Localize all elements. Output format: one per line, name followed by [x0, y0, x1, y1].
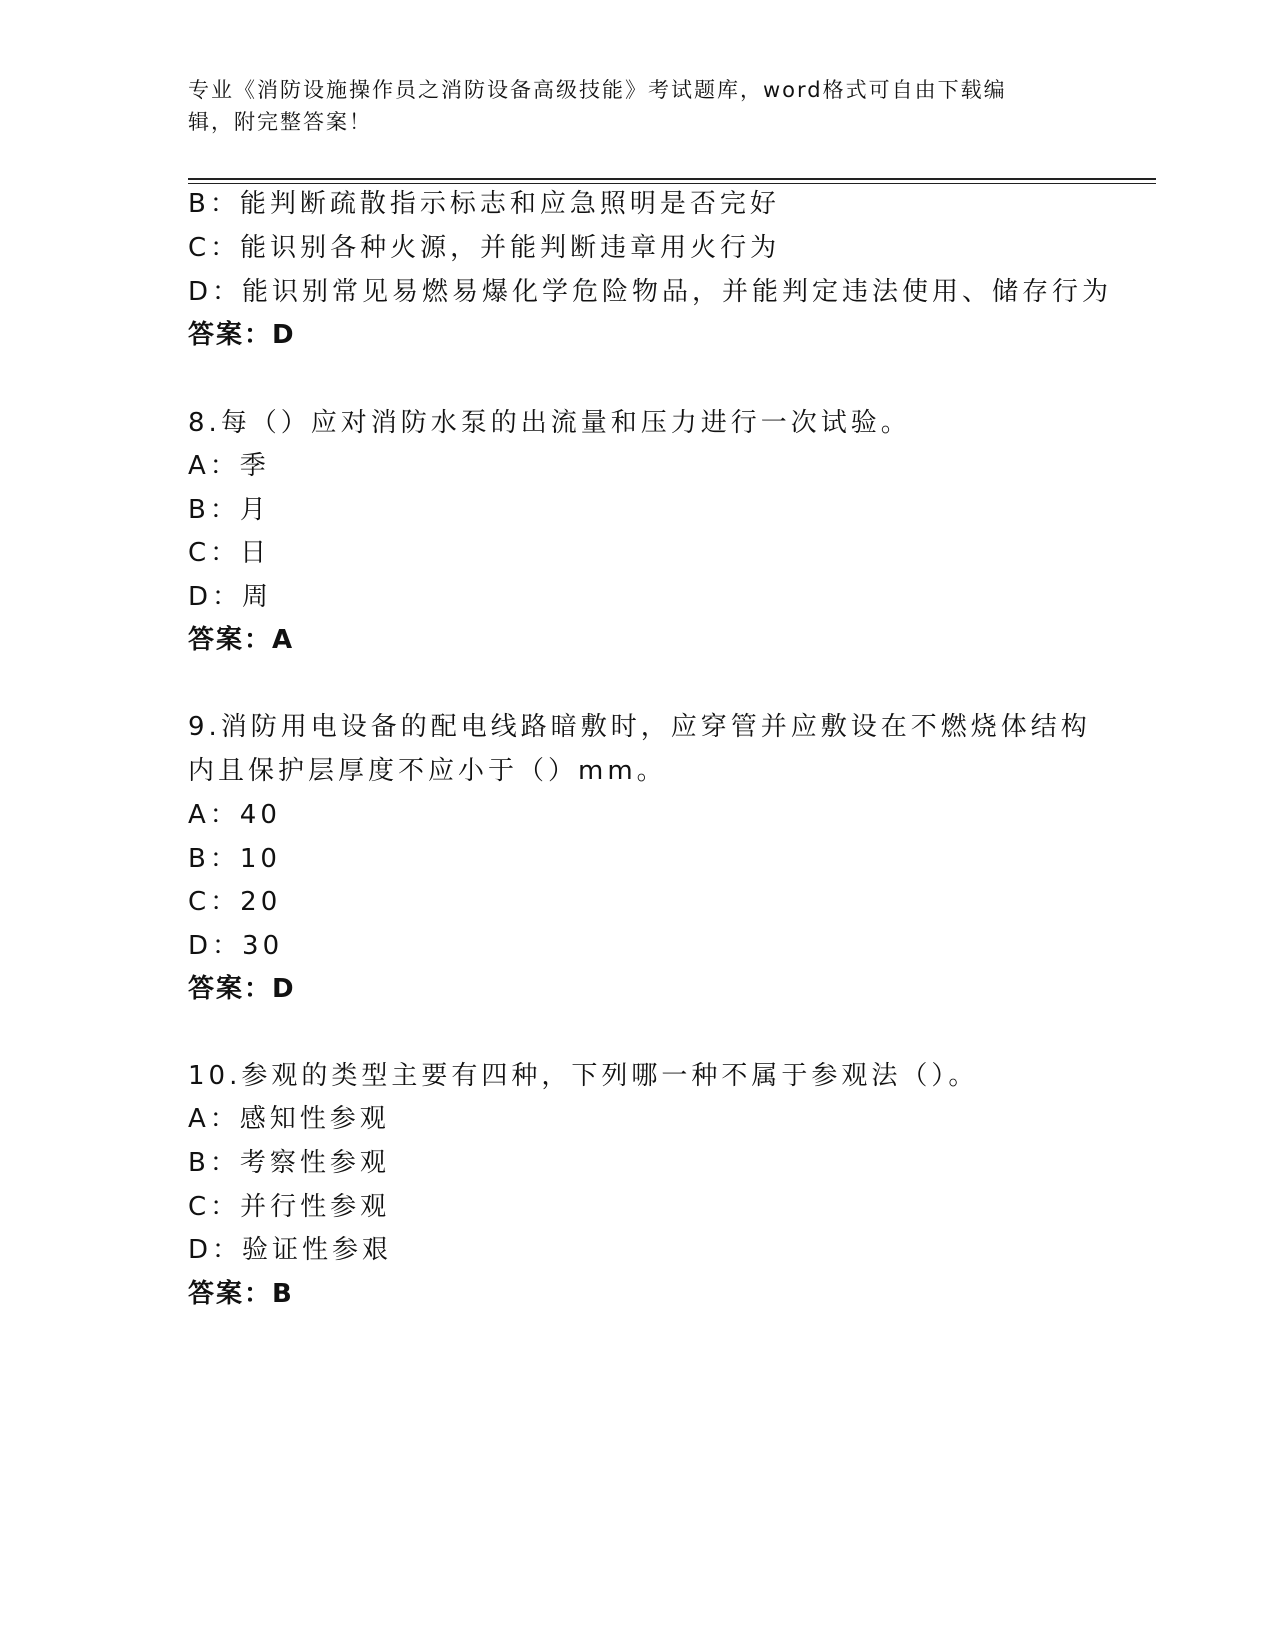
- header-divider-thin: [188, 183, 1156, 184]
- question-9-option-c: C：20: [188, 887, 282, 917]
- option-c: C：能识别各种火源，并能判断违章用火行为: [188, 233, 781, 263]
- question-8-answer: 答案：A: [188, 625, 295, 655]
- question-10-answer: 答案：B: [188, 1279, 294, 1309]
- answer-line: 答案：D: [188, 320, 296, 350]
- question-8-option-c: C：日: [188, 538, 271, 568]
- document-header: [188, 74, 1068, 138]
- question-8-option-b: B：月: [188, 495, 270, 525]
- question-9-stem-line-1: 9.消防用电设备的配电线路暗敷时，应穿管并应敷设在不燃烧体结构: [188, 712, 1091, 742]
- question-8-option-d: D：周: [188, 582, 273, 612]
- header-divider-thick: [188, 178, 1156, 180]
- question-10-option-c: C：并行性参观: [188, 1192, 391, 1222]
- question-10-option-d: D：验证性参艰: [188, 1235, 393, 1265]
- question-9-option-b: B：10: [188, 844, 281, 874]
- question-9-option-d: D：30: [188, 931, 284, 961]
- question-10-option-a: A：感知性参观: [188, 1104, 390, 1134]
- question-10-option-b: B：考察性参观: [188, 1148, 390, 1178]
- question-9-answer: 答案：D: [188, 974, 296, 1004]
- question-9-option-a: A：40: [188, 800, 281, 830]
- question-8-option-a: A：季: [188, 451, 270, 481]
- option-d: D：能识别常见易燃易爆化学危险物品，并能判定违法使用、储存行为: [188, 277, 1113, 307]
- question-9-stem-line-2: 内且保护层厚度不应小于（）mm。: [188, 756, 667, 786]
- header-line-2: 辑，附完整答案！: [188, 110, 372, 134]
- question-10-stem: 10.参观的类型主要有四种，下列哪一种不属于参观法（）。: [188, 1061, 979, 1091]
- option-b: B：能判断疏散指示标志和应急照明是否完好: [188, 189, 780, 219]
- header-line-1: 专业《消防设施操作员之消防设备高级技能》考试题库，word格式可自由下载编: [188, 78, 1007, 102]
- question-8-stem: 8.每（）应对消防水泵的出流量和压力进行一次试验。: [188, 408, 911, 438]
